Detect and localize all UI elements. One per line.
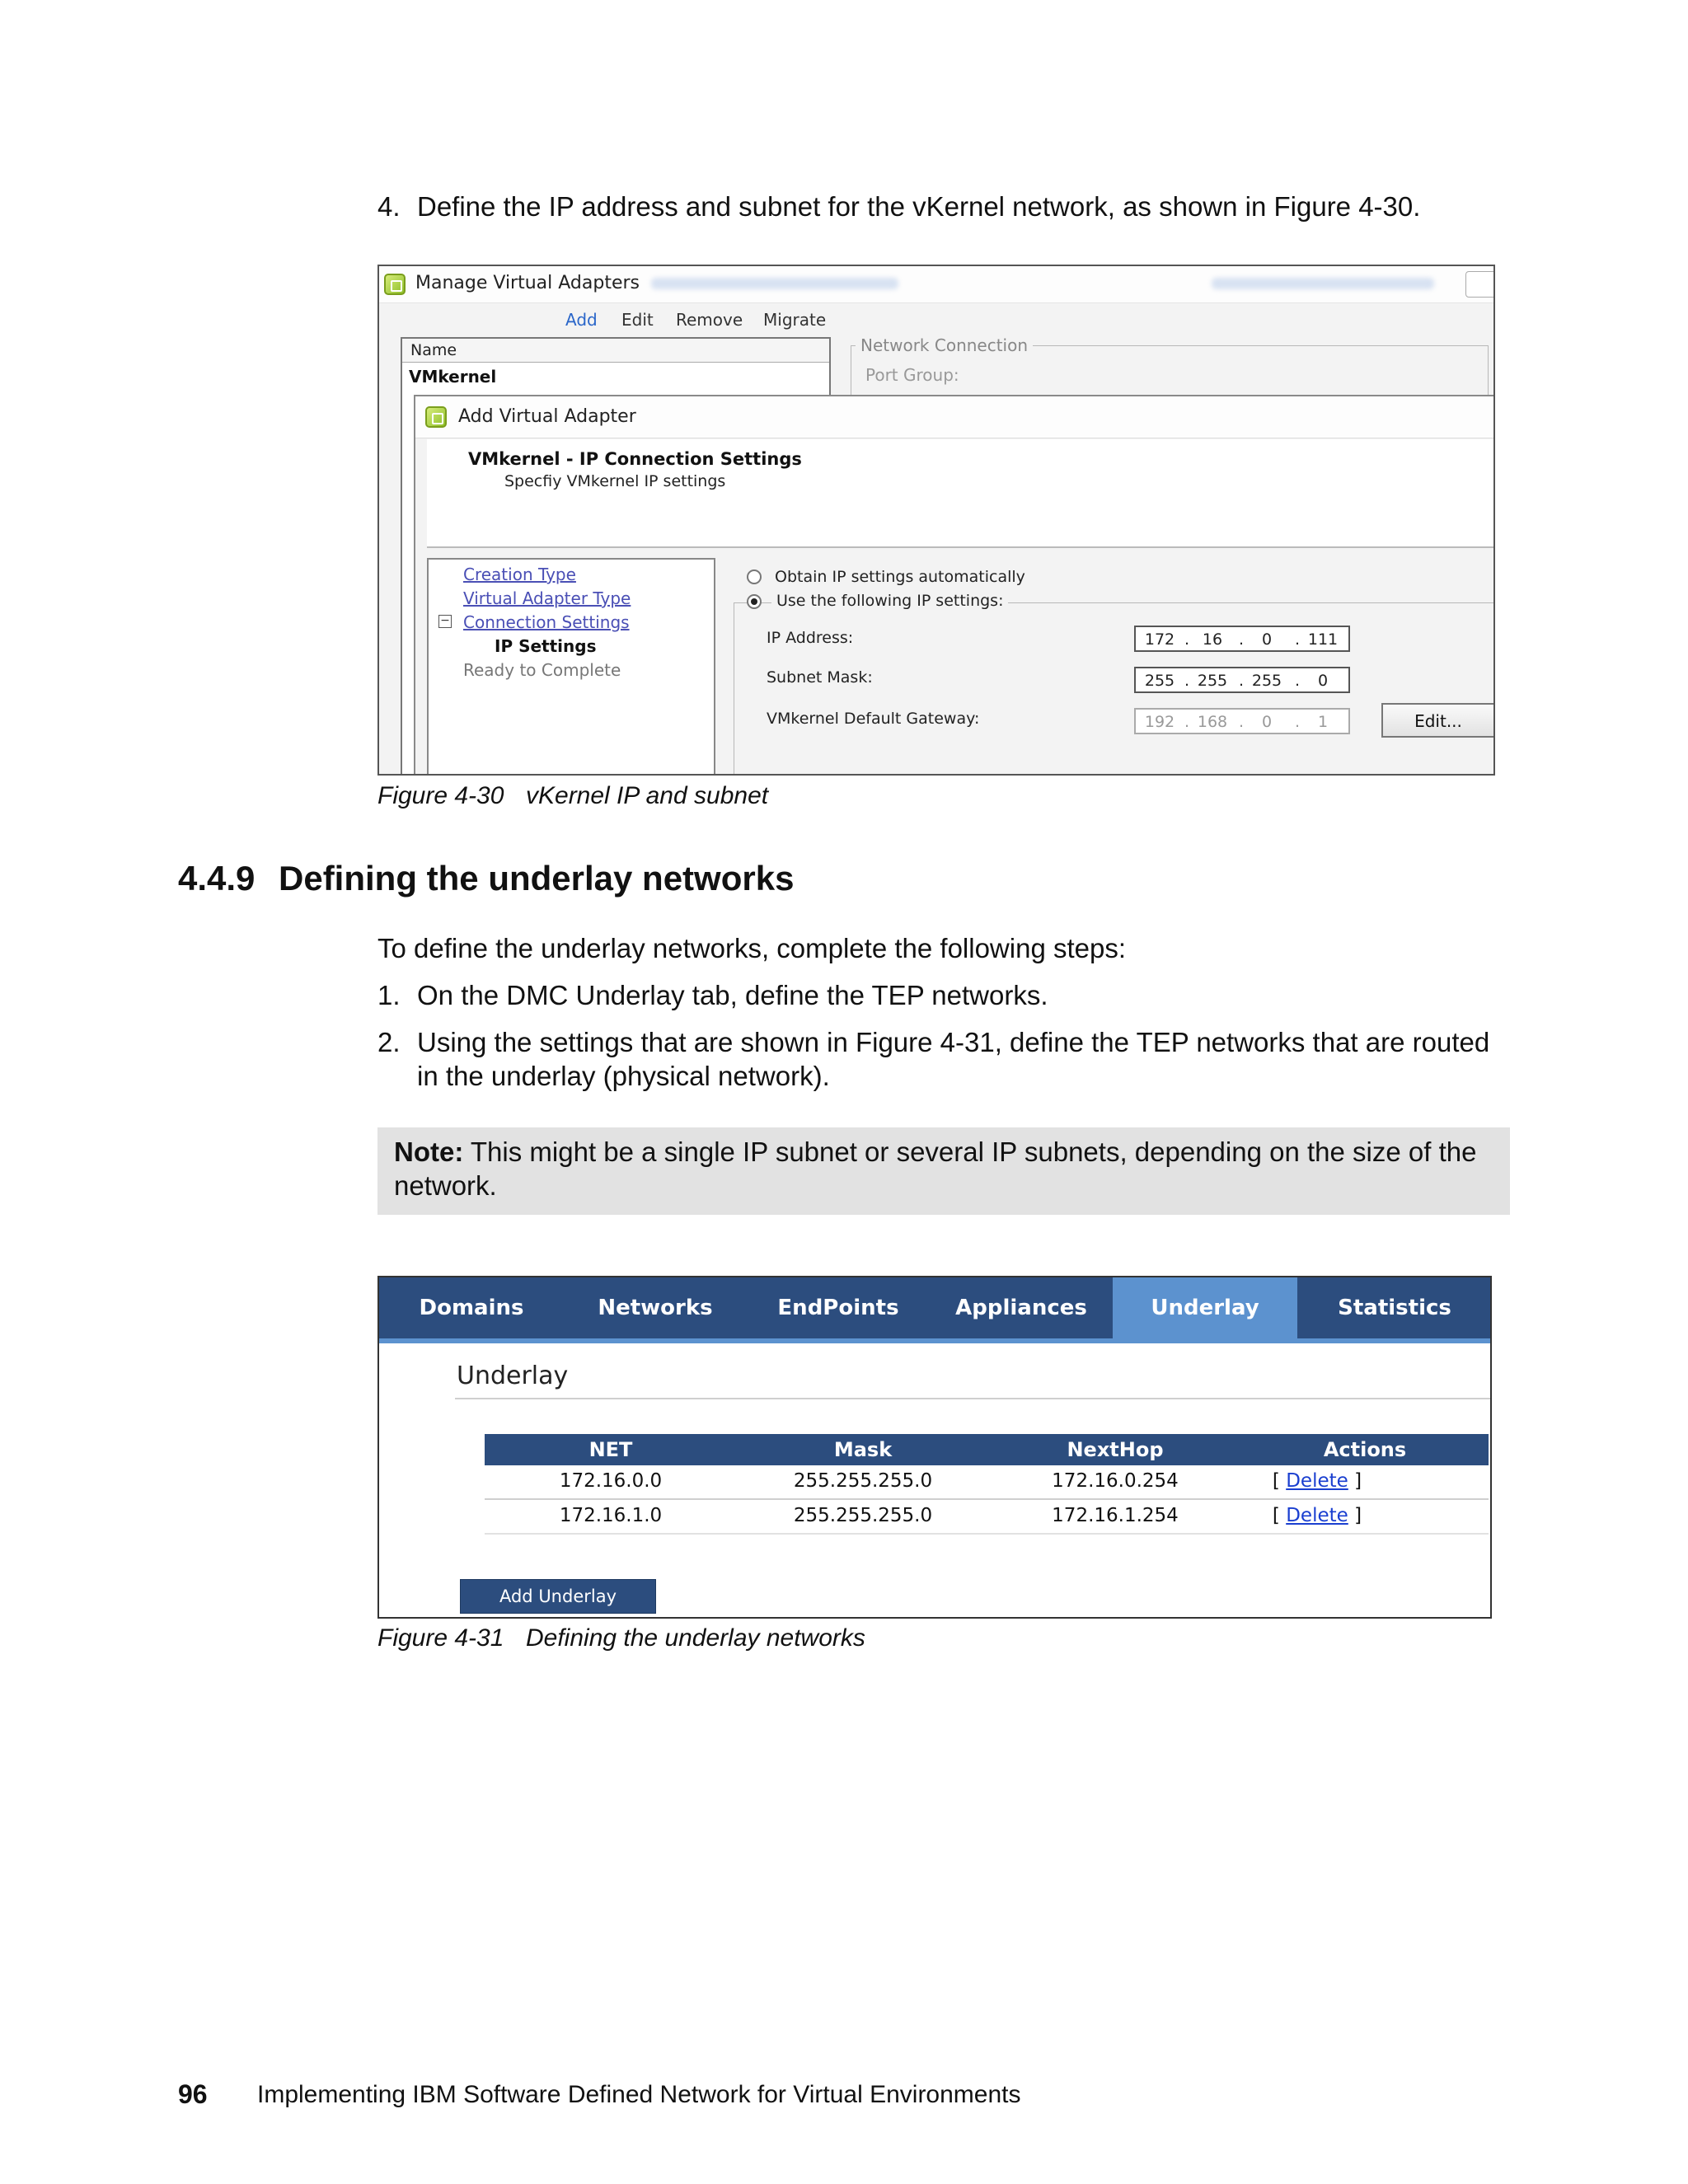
vm-adapter-icon — [384, 274, 406, 295]
radio-obtain-auto-label: Obtain IP settings automatically — [775, 568, 1025, 586]
figure-4-30-screenshot — [377, 265, 1495, 776]
gw-octet-1: 192 — [1144, 713, 1175, 731]
gw-dot: . — [1294, 713, 1301, 731]
dialog-titlebar — [415, 396, 1495, 438]
section-number: 4.4.9 — [178, 859, 256, 898]
port-group-label: Port Group: — [865, 365, 959, 385]
bracket-close: ] — [1354, 1470, 1362, 1492]
step-1-text: On the DMC Underlay tab, define the TEP networks. — [417, 980, 1048, 1010]
row-2-delete-link[interactable]: Delete — [1286, 1505, 1348, 1526]
radio-obtain-auto[interactable] — [747, 569, 762, 584]
dialog-title: Add Virtual Adapter — [458, 406, 636, 427]
list-row-vmkernel[interactable]: VMkernel — [409, 367, 497, 387]
figure-4-31-caption-label: Figure 4-31 — [377, 1624, 504, 1652]
blurred-title-detail-right — [1212, 278, 1434, 289]
note-label: Note: — [394, 1137, 464, 1167]
ip-octet-1: 172 — [1144, 630, 1175, 649]
dialog-header-panel — [427, 439, 1495, 548]
bracket-open: [ — [1272, 1470, 1280, 1492]
figure-4-31-caption-text: Defining the underlay networks — [526, 1624, 865, 1652]
book-title: Implementing IBM Software Defined Network for Virtual Environments — [257, 2081, 1021, 2108]
table-header — [485, 1434, 1489, 1465]
ip-octet-4: 111 — [1307, 630, 1339, 649]
dmc-tab-bar — [379, 1277, 1490, 1338]
header-subtitle: Specfiy VMkernel IP settings — [504, 472, 726, 490]
step-1-number: 1. — [377, 980, 401, 1010]
radio-use-following[interactable] — [747, 594, 762, 609]
ip-octet-3: 0 — [1261, 630, 1273, 649]
note-line-2: network. — [394, 1170, 497, 1201]
table-row — [485, 1465, 1489, 1500]
list-header[interactable] — [402, 339, 829, 363]
mask-octet-2: 255 — [1197, 672, 1228, 690]
tab-underlay[interactable]: Underlay — [1113, 1277, 1297, 1338]
dialog-vm-icon — [425, 406, 447, 428]
row-1-delete-link[interactable]: Delete — [1286, 1470, 1348, 1492]
column-nexthop: NextHop — [1067, 1438, 1164, 1461]
mask-octet-1: 255 — [1144, 672, 1175, 690]
nav-virtual-adapter-type[interactable]: Virtual Adapter Type — [463, 588, 631, 608]
collapse-icon[interactable]: − — [438, 615, 452, 628]
step-4-text: Define the IP address and subnet for the vKernel network, as shown in Figure 4-30. — [417, 191, 1421, 222]
mask-octet-4: 0 — [1317, 672, 1329, 690]
default-gateway-label: VMkernel Default Gateway: — [767, 710, 980, 728]
gw-octet-2: 168 — [1197, 713, 1228, 731]
tab-networks[interactable]: Networks — [598, 1296, 713, 1320]
manage-adapters-titlebar — [379, 266, 1493, 303]
default-gateway-field[interactable] — [1134, 708, 1350, 734]
mask-dot: . — [1238, 672, 1245, 690]
section-title: Defining the underlay networks — [279, 859, 795, 898]
list-header-name: Name — [410, 341, 457, 359]
bracket-close: ] — [1354, 1505, 1362, 1526]
gw-octet-4: 1 — [1317, 713, 1329, 731]
window-close-button[interactable] — [1465, 271, 1495, 298]
tab-domains[interactable]: Domains — [419, 1296, 524, 1320]
row-1-mask: 255.255.255.0 — [793, 1470, 933, 1492]
row-2-mask: 255.255.255.0 — [793, 1505, 933, 1526]
gw-octet-3: 0 — [1261, 713, 1273, 731]
menu-migrate[interactable]: Migrate — [763, 310, 827, 330]
step-2-line-2: in the underlay (physical network). — [417, 1061, 830, 1091]
column-actions: Actions — [1323, 1438, 1407, 1461]
nav-creation-type[interactable]: Creation Type — [463, 565, 576, 584]
row-2-actions — [1241, 1505, 1393, 1526]
ip-address-label: IP Address: — [767, 629, 854, 647]
ip-dot: . — [1184, 630, 1190, 649]
ip-dot: . — [1238, 630, 1245, 649]
note-text: This might be a single IP subnet or several IP subnets, depending on the size of the — [463, 1137, 1477, 1167]
ip-octet-2: 16 — [1202, 630, 1223, 649]
step-2-number: 2. — [377, 1027, 401, 1057]
row-2-net: 172.16.1.0 — [559, 1505, 663, 1526]
row-1-net: 172.16.0.0 — [559, 1470, 663, 1492]
page-number: 96 — [178, 2079, 208, 2109]
nav-connection-settings[interactable]: Connection Settings — [463, 612, 630, 632]
table-row — [485, 1500, 1489, 1535]
nav-ip-settings: IP Settings — [495, 636, 597, 656]
subnet-mask-field[interactable] — [1134, 667, 1350, 693]
wizard-nav — [427, 558, 715, 776]
note-box — [377, 1127, 1510, 1215]
blurred-title-detail — [651, 278, 898, 289]
heading-rule — [455, 1398, 1492, 1399]
header-title: VMkernel - IP Connection Settings — [468, 449, 802, 469]
gw-dot: . — [1184, 713, 1190, 731]
row-2-nexthop: 172.16.1.254 — [1052, 1505, 1179, 1526]
radio-use-following-label: Use the following IP settings: — [771, 592, 1008, 610]
menu-add[interactable]: Add — [565, 310, 598, 330]
tab-endpoints[interactable]: EndPoints — [777, 1296, 899, 1320]
underlay-table — [485, 1434, 1489, 1541]
column-net: NET — [588, 1438, 633, 1461]
edit-gateway-button[interactable]: Edit... — [1381, 703, 1495, 738]
add-virtual-adapter-dialog — [414, 395, 1495, 776]
underlay-heading: Underlay — [457, 1361, 569, 1390]
intro-paragraph: To define the underlay networks, complete the following steps: — [377, 933, 1127, 963]
tab-bar-underline — [379, 1338, 1490, 1343]
gw-dot: . — [1238, 713, 1245, 731]
row-1-actions — [1241, 1470, 1393, 1492]
figure-4-30-caption-text: vKernel IP and subnet — [526, 782, 769, 809]
column-mask: Mask — [833, 1438, 893, 1461]
menu-remove[interactable]: Remove — [676, 310, 743, 330]
row-1-nexthop: 172.16.0.254 — [1052, 1470, 1179, 1492]
bracket-open: [ — [1272, 1505, 1280, 1526]
figure-4-31-screenshot — [377, 1276, 1492, 1619]
subnet-mask-label: Subnet Mask: — [767, 668, 873, 687]
step-2-line-1: Using the settings that are shown in Figure 4-31, define the TEP networks that are routed — [417, 1027, 1490, 1057]
add-underlay-network-button[interactable]: Add Underlay — [460, 1579, 656, 1614]
tab-statistics[interactable]: Statistics — [1338, 1296, 1451, 1320]
mask-octet-3: 255 — [1251, 672, 1282, 690]
ip-address-field[interactable] — [1134, 626, 1350, 652]
ip-dot: . — [1294, 630, 1301, 649]
nav-ready-to-complete: Ready to Complete — [463, 660, 621, 680]
window-title: Manage Virtual Adapters — [415, 273, 640, 293]
menu-edit[interactable]: Edit — [621, 310, 654, 330]
step-4-number: 4. — [377, 191, 401, 222]
tab-appliances[interactable]: Appliances — [955, 1296, 1087, 1320]
figure-4-30-caption-label: Figure 4-30 — [377, 782, 504, 809]
mask-dot: . — [1184, 672, 1190, 690]
note-line-1 — [394, 1136, 1476, 1169]
mask-dot: . — [1294, 672, 1301, 690]
network-connection-legend: Network Connection — [856, 335, 1033, 355]
